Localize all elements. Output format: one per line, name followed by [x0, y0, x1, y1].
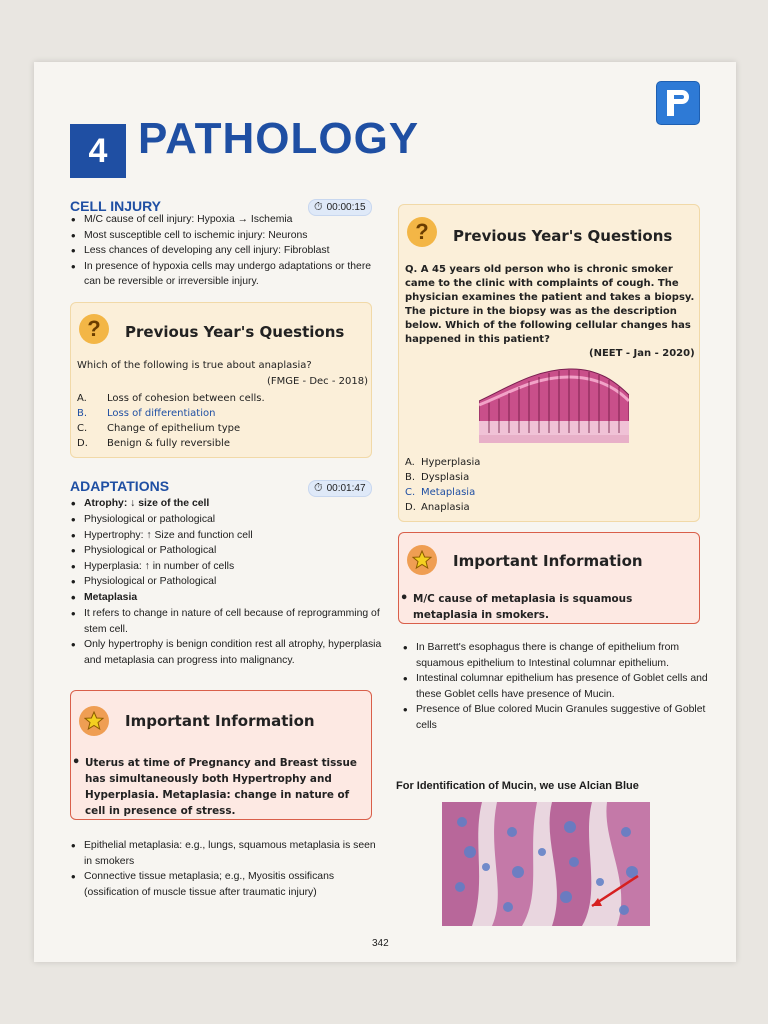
- option-c[interactable]: C. Metaplasia: [405, 487, 476, 498]
- star-icon: [79, 706, 109, 736]
- pyq-options: [77, 391, 367, 451]
- atrophy-sublist: [56, 512, 386, 590]
- atrophy-list: [56, 496, 386, 512]
- important-info-text: • Uterus at time of Pregnancy and Breast tissue has simultaneously both Hypertrophy and Hyperplasia. Metaplasia: change in nature of cell in presence of stress.: [57, 755, 367, 819]
- alcian-blue-caption: For Identification of Mucin, we use Alcian Blue: [396, 780, 639, 792]
- pyq-question: Which of the following is true about anaplasia?: [77, 360, 312, 371]
- list-item: • Hyperplasia: ↑ in number of cells: [56, 559, 386, 575]
- pyq-options: [405, 455, 695, 515]
- list-item: • In Barrett's esophagus there is change of epithelium from squamous epithelium to Intestinal columnar epithelium.: [388, 640, 718, 671]
- cell-injury-list: [56, 212, 386, 290]
- question-mark-icon: ?: [407, 217, 437, 247]
- cell-injury-heading: CELL INJURY: [70, 198, 162, 214]
- important-info-list: [57, 755, 367, 819]
- list-item: • Epithelial metaplasia: e.g., lungs, squamous metaplasia is seen in smokers: [56, 838, 386, 869]
- option-a[interactable]: A. Loss of cohesion between cells.: [77, 393, 265, 404]
- list-item: • Physiological or Pathological: [56, 543, 386, 559]
- important-info-text: • M/C cause of metaplasia is squamous metaplasia in smokers.: [385, 591, 695, 623]
- pyq-source: (FMGE - Dec - 2018): [267, 376, 368, 387]
- pyq-box-anaplasia: [70, 302, 372, 458]
- list-item: • Intestinal columnar epithelium has presence of Goblet cells and these Goblet cells have presence of Mucin.: [388, 671, 718, 702]
- biopsy-illustration: [479, 365, 629, 445]
- important-info-list: [385, 591, 695, 623]
- pyq-title: Previous Year's Questions: [453, 227, 673, 245]
- adaptations-heading: ADAPTATIONS: [70, 478, 170, 494]
- important-info-title: Important Information: [125, 712, 315, 730]
- barretts-list: [388, 640, 718, 733]
- list-item: • Presence of Blue colored Mucin Granules suggestive of Goblet cells: [388, 702, 718, 733]
- pyq-question: Q. A 45 years old person who is chronic smoker came to the clinic with complaints of cough. The physician examines the patient and takes a biopsy. The picture in the biopsy was as the description below. Which of the following cellular changes has happened in this patient?: [405, 264, 695, 345]
- important-info-title: Important Information: [453, 552, 643, 570]
- timer-value: 00:00:15: [326, 202, 366, 213]
- metaplasia-examples-list: [56, 838, 386, 900]
- page-number: 342: [372, 938, 389, 949]
- list-item: • It refers to change in nature of cell because of reprogramming of stem cell.: [56, 606, 386, 637]
- pyq-box-metaplasia: [398, 204, 700, 522]
- list-item: • Connective tissue metaplasia; e.g., Myositis ossificans (ossification of muscle tissue after traumatic injury): [56, 869, 386, 900]
- chapter-number: 4: [88, 131, 108, 170]
- chapter-number-badge: [70, 124, 126, 178]
- list-item: • Less chances of developing any cell injury: Fibroblast: [56, 243, 386, 259]
- list-item: • Most susceptible cell to ischemic injury: Neurons: [56, 228, 386, 244]
- list-item: • M/C cause of cell injury: Hypoxia → Ischemia: [56, 212, 386, 228]
- p-logo-icon: [657, 82, 699, 124]
- question-mark-icon: ?: [79, 314, 109, 344]
- option-d[interactable]: D. Benign & fully reversible: [77, 438, 230, 449]
- option-c[interactable]: C. Change of epithelium type: [77, 423, 241, 434]
- list-item: • Hypertrophy: ↑ Size and function cell: [56, 528, 386, 544]
- option-b[interactable]: B. Loss of differentiation: [77, 408, 216, 419]
- important-info-box-uterus: [70, 690, 372, 820]
- star-icon: [407, 545, 437, 575]
- chapter-title: PATHOLOGY: [138, 114, 420, 163]
- metaplasia-sublist: [56, 606, 386, 668]
- option-b[interactable]: B. Dysplasia: [405, 472, 470, 483]
- timer-value: 00:01:47: [326, 483, 366, 494]
- list-item: • Metaplasia: [56, 590, 386, 606]
- book-page: [34, 62, 736, 962]
- pyq-source: (NEET - Jan - 2020): [589, 348, 695, 359]
- adaptations-timer: [308, 480, 372, 497]
- important-info-box-smokers: [398, 532, 700, 624]
- list-item: • Atrophy: ↓ size of the cell: [56, 496, 386, 512]
- list-item: • Physiological or pathological: [56, 512, 386, 528]
- option-d[interactable]: D. Anaplasia: [405, 502, 470, 513]
- list-item: • In presence of hypoxia cells may undergo adaptations or there can be reversible or irreversible injury.: [56, 259, 386, 290]
- alcian-blue-histology-image: [442, 802, 650, 926]
- list-item: • Physiological or Pathological: [56, 574, 386, 590]
- stopwatch-icon: ⏱: [314, 201, 323, 213]
- option-a[interactable]: A. Hyperplasia: [405, 457, 481, 468]
- list-item: • Only hypertrophy is benign condition rest all atrophy, hyperplasia and metaplasia can progress into malignancy.: [56, 637, 386, 668]
- pyq-title: Previous Year's Questions: [125, 323, 345, 341]
- metaplasia-list: [56, 590, 386, 606]
- stopwatch-icon: ⏱: [314, 482, 323, 494]
